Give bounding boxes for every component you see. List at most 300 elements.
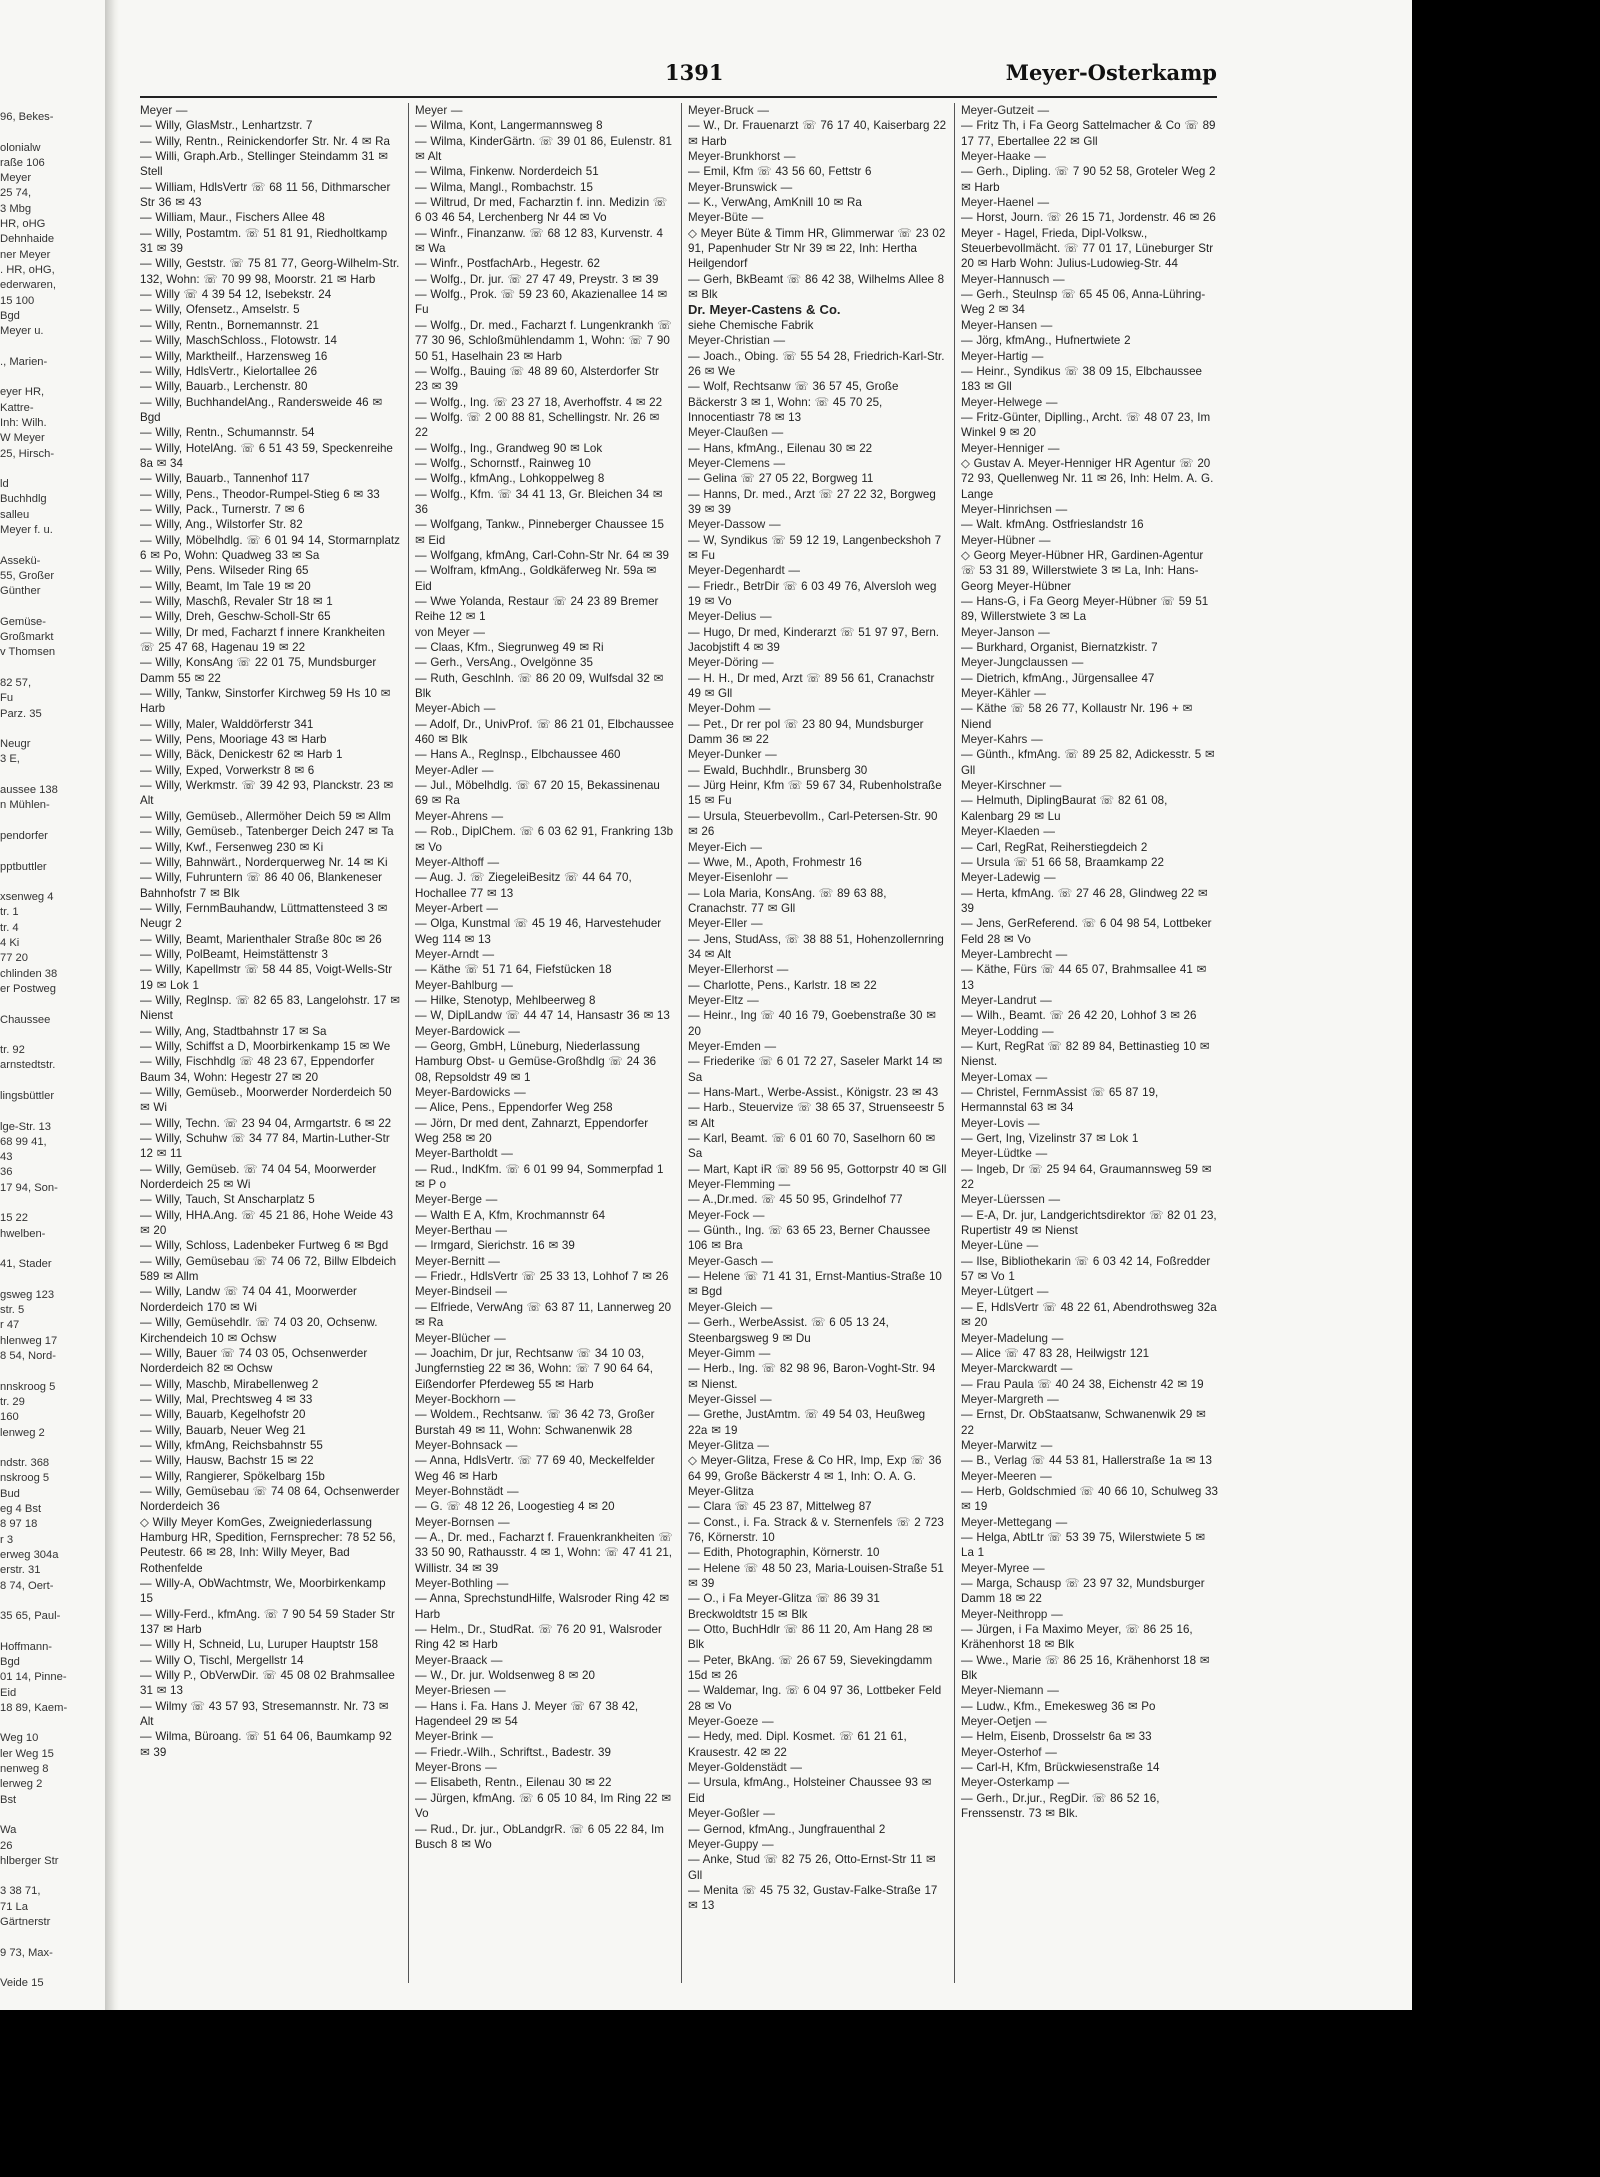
directory-entry: — Willy, Gemüsebau ☏ 74 08 64, Ochsenwerder Norderdeich 36 bbox=[140, 1484, 400, 1514]
directory-entry: — Wolfg., Ing., Grandweg 90 ✉ Lok bbox=[415, 441, 603, 455]
directory-entry: — Wilh., Beamt. ☏ 26 42 20, Lohhof 3 ✉ 26 bbox=[961, 1009, 1197, 1023]
directory-entry: — Hans-Mart., Werbe-Assist., Königstr. 23 ✉ 43 bbox=[688, 1086, 939, 1099]
directory-entry: — Const., i. Fa. Strack & v. Sternenfels ☏ 2 723 76, Körnerstr. 10 bbox=[688, 1515, 944, 1544]
sliver-line bbox=[0, 1441, 112, 1456]
directory-entry: — Frau Paula ☏ 40 24 38, Eichenstr 42 ✉ 19 bbox=[961, 1377, 1204, 1391]
directory-entry: — Willy, Ofensetz., Amselstr. 5 bbox=[140, 303, 300, 317]
directory-entry: — Gerh., WerbeAssist. ☏ 6 05 13 24, Steenbargsweg 9 ✉ Du bbox=[688, 1316, 889, 1345]
sliver-line: Wa bbox=[0, 1824, 17, 1837]
directory-entry: — Willy, Fuhruntern ☏ 86 40 06, Blankeneser Bahnhofstr 7 ✉ Blk bbox=[140, 871, 383, 900]
directory-entry: — Willy, MaschSchloss., Flotowstr. 14 bbox=[140, 334, 337, 348]
sliver-line: tr. 92 bbox=[0, 1044, 25, 1057]
directory-entry: Meyer-Adler — bbox=[415, 763, 494, 777]
page-header bbox=[405, 60, 1217, 100]
sliver-line bbox=[0, 1716, 112, 1731]
directory-entry: — Walt. kfmAng. Ostfrieslandstr 16 bbox=[961, 518, 1144, 532]
directory-entry: Meyer-Bothling — bbox=[415, 1577, 509, 1590]
directory-entry: — Woldem., Rechtsanw. ☏ 36 42 73, Großer Burstah 49 ✉ 11, Wohn: Schwanenwik 28 bbox=[415, 1408, 655, 1437]
sliver-line: Hoffmann- bbox=[0, 1640, 53, 1653]
directory-entry: Meyer-Margreth — bbox=[961, 1392, 1059, 1406]
directory-entry: — B., Verlag ☏ 44 53 81, Hallerstraße 1a ✉ 13 bbox=[961, 1454, 1212, 1468]
directory-entry: — Hugo, Dr med, Kinderarzt ☏ 51 97 97, Bern. Jacobjstift 4 ✉ 39 bbox=[688, 625, 939, 655]
directory-entry: — Lola Maria, KonsAng. ☏ 89 63 88, Cranachstr. 77 ✉ Gll bbox=[688, 886, 887, 915]
directory-entry: Meyer-Klaeden — bbox=[961, 825, 1055, 839]
sliver-line: tr. 4 bbox=[0, 921, 19, 934]
directory-entry: — Willy, Beamt, Marienthaler Straße 80c ✉ 26 bbox=[140, 932, 382, 946]
directory-entry: von Meyer — bbox=[415, 625, 485, 639]
sliver-line bbox=[0, 1104, 112, 1119]
sliver-line bbox=[0, 1028, 112, 1043]
sliver-line: Bst bbox=[0, 1793, 17, 1806]
directory-entry: — W, DiplLandw ☏ 44 47 14, Hansastr 36 ✉ 13 bbox=[415, 1009, 670, 1023]
directory-entry: Meyer-Althoff — bbox=[415, 855, 500, 869]
directory-entry: Meyer-Gissel — bbox=[688, 1392, 772, 1406]
directory-entry: Meyer-Ladewig — bbox=[961, 871, 1056, 885]
directory-entry: Meyer-Eltz — bbox=[688, 993, 759, 1007]
directory-entry: — Winfr., Finanzanw. ☏ 68 12 83, Kurvenstr. 4 ✉ Wa bbox=[415, 226, 663, 256]
directory-entry: — Wilma, Finkenw. Norderdeich 51 bbox=[415, 165, 599, 179]
directory-entry: — Willy, Rentn., Schumannstr. 54 bbox=[140, 426, 315, 440]
directory-entry: — Willy, Dr med, Facharzt f innere Krankheiten ☏ 25 47 68, Hagenau 19 ✉ 22 bbox=[140, 625, 385, 655]
directory-entry: Meyer-Brunswick — bbox=[688, 180, 793, 194]
directory-entry: — Anna, HdlsVertr. ☏ 77 69 40, Meckelfelder Weg 46 ✉ Harb bbox=[415, 1454, 655, 1483]
sliver-line bbox=[0, 1594, 112, 1609]
sliver-line: 55, Großer bbox=[0, 569, 55, 582]
directory-entry: — Jul., Möbelhdlg. ☏ 67 20 15, Bekassinenau 69 ✉ Ra bbox=[415, 779, 660, 808]
directory-entry: — Jörg, kfmAng., Hufnertwiete 2 bbox=[961, 334, 1131, 348]
directory-entry: — Clara ☏ 45 23 87, Mittelweg 87 bbox=[688, 1500, 872, 1514]
directory-entry: — Jürgen, kfmAng. ☏ 6 05 10 84, Im Ring 22 ✉ Vo bbox=[415, 1791, 671, 1821]
directory-entry: — Gerh, BkBeamt ☏ 86 42 38, Wilhelms Allee 8 ✉ Blk bbox=[688, 272, 945, 302]
directory-entry: — Elfriede, VerwAng ☏ 63 87 11, Lannerweg 20 ✉ Ra bbox=[415, 1300, 672, 1330]
directory-entry: — Wolfg., Prok. ☏ 59 23 60, Akazienallee 14 ✉ Fu bbox=[415, 288, 668, 317]
directory-entry: — Otto, BuchHdlr ☏ 86 11 20, Am Hang 28 ✉ Blk bbox=[688, 1623, 933, 1652]
directory-entry: — Winfr., PostfachArb., Hegestr. 62 bbox=[415, 257, 600, 271]
directory-entry: — Friedr.-Wilh., Schriftst., Badestr. 39 bbox=[415, 1745, 611, 1759]
directory-entry: — Willy, Pens, Mooriage 43 ✉ Harb bbox=[140, 733, 327, 747]
sliver-line: Parz. 35 bbox=[0, 707, 42, 720]
directory-entry: — Rud., Dr. jur., ObLandgrR. ☏ 6 05 22 84, Im Busch 8 ✉ Wo bbox=[415, 1822, 664, 1851]
directory-entry: Meyer-Meeren — bbox=[961, 1469, 1052, 1483]
directory-entry: — Willy, Rangierer, Spökelbarg 15b bbox=[140, 1469, 325, 1483]
directory-entry: Meyer-Eller — bbox=[688, 917, 763, 931]
directory-entry: — Wwe Yolanda, Restaur ☏ 24 23 89 Bremer Reihe 12 ✉ 1 bbox=[415, 595, 659, 624]
sliver-line: Weg 10 bbox=[0, 1732, 39, 1745]
directory-entry: — Willy, Pens. Wilseder Ring 65 bbox=[140, 564, 309, 578]
directory-entry: — Willy, Techn. ☏ 23 94 04, Armgartstr. 6 ✉ 22 bbox=[140, 1116, 392, 1130]
directory-entry: Meyer-Arndt — bbox=[415, 947, 495, 961]
sliver-line: 3 Mbg bbox=[0, 202, 32, 215]
directory-entry: Meyer-Bernitt — bbox=[415, 1254, 500, 1268]
directory-entry: — G. ☏ 48 12 26, Loogestieg 4 ✉ 20 bbox=[415, 1500, 615, 1514]
directory-entry: — Wolfg., Kfm. ☏ 34 41 13, Gr. Bleichen 34 ✉ 36 bbox=[415, 487, 663, 516]
directory-entry: Meyer-Dassow — bbox=[688, 518, 781, 532]
directory-entry: — Peter, BkAng. ☏ 26 67 59, Sievekingdamm 15d ✉ 26 bbox=[688, 1653, 933, 1683]
directory-entry: — Marga, Schausp ☏ 23 97 32, Mundsburger Damm 18 ✉ 22 bbox=[961, 1577, 1205, 1606]
sliver-line bbox=[0, 1869, 112, 1884]
sliver-line bbox=[0, 1364, 112, 1379]
sliver-line: HR, oHG bbox=[0, 218, 46, 231]
directory-entry: — Grethe, JustAmtm. ☏ 49 54 03, Heußweg 22a ✉ 19 bbox=[688, 1408, 926, 1437]
directory-entry: — Willy, Gemüseb., Moorwerder Norderdeich 50 ✉ Wi bbox=[140, 1086, 392, 1115]
directory-entry: Meyer-Haenel — bbox=[961, 196, 1050, 210]
directory-entry: Meyer-Gutzeit — bbox=[961, 104, 1050, 117]
directory-entry: — Helene ☏ 48 50 23, Maria-Louisen-Straße 51 ✉ 39 bbox=[688, 1561, 944, 1590]
directory-entry: — Willy, BuchhandelAng., Randersweide 46 ✉ Bgd bbox=[140, 395, 383, 424]
directory-entry: Meyer-Briesen — bbox=[415, 1684, 506, 1698]
sliver-line: Bud bbox=[0, 1487, 20, 1500]
directory-entry: — Gert, Ing, Vizelinstr 37 ✉ Lok 1 bbox=[961, 1132, 1139, 1146]
directory-entry: — Wolfg., kfmAng., Lohkoppelweg 8 bbox=[415, 472, 605, 486]
directory-entry: — Elisabeth, Rentn., Eilenau 30 ✉ 22 bbox=[415, 1776, 612, 1790]
directory-entry: Meyer-Kahrs — bbox=[961, 733, 1043, 747]
directory-entry: — Willy, HdlsVertr., Kielortallee 26 bbox=[140, 364, 318, 378]
sliver-line: 96, Bekes- bbox=[0, 111, 54, 123]
directory-entry: — Aug. J. ☏ ZiegeleiBesitz ☏ 44 64 70, Hochallee 77 ✉ 13 bbox=[415, 871, 632, 900]
directory-entry: — Wwe, M., Apoth, Frohmestr 16 bbox=[688, 855, 862, 869]
directory-entry: — Willy, Bahnwärt., Norderquerweg Nr. 14 ✉ Ki bbox=[140, 855, 388, 869]
directory-entry: Meyer-Gimm — bbox=[688, 1346, 771, 1360]
directory-entry: Meyer-Myree — bbox=[961, 1561, 1045, 1575]
sliver-line: hlberger Str bbox=[0, 1854, 59, 1867]
sliver-line: 8 54, Nord- bbox=[0, 1350, 56, 1363]
sliver-line: Fu bbox=[0, 692, 14, 705]
directory-entry: — Wolfg., Ing. ☏ 23 27 18, Averhoffstr. 4 ✉ 22 bbox=[415, 395, 663, 409]
directory-entry: Meyer-Hannusch — bbox=[961, 272, 1065, 286]
sliver-line: 18 89, Kaem- bbox=[0, 1701, 68, 1714]
directory-entry: — Wolfg., Dr. jur. ☏ 27 47 49, Preystr. 3 ✉ 39 bbox=[415, 272, 659, 286]
directory-entry: Meyer-Mettegang — bbox=[961, 1515, 1068, 1529]
directory-entry: — Willy, Maschß, Revaler Str 18 ✉ 1 bbox=[140, 595, 333, 608]
directory-entry: — Waldemar, Ing. ☏ 6 04 97 36, Lottbeker Feld 28 ✉ Vo bbox=[688, 1684, 942, 1713]
directory-entry: Meyer-Berge — bbox=[415, 1193, 498, 1207]
sliver-line: 3 38 71, bbox=[0, 1885, 41, 1898]
directory-entry: — Willy, FernmBauhandw, Lüttmattensteed 3 ✉ Neugr 2 bbox=[140, 901, 388, 931]
directory-entry: — Carl-H, Kfm, Brückwiesenstraße 14 bbox=[961, 1761, 1160, 1775]
directory-entry: — William, HdlsVertr ☏ 68 11 56, Dithmarscher Str 36 ✉ 43 bbox=[140, 180, 391, 210]
directory-entry: — Willy, Gemüsebau ☏ 74 06 72, Billw Elbdeich 589 ✉ Allm bbox=[140, 1254, 397, 1284]
directory-entry: — Gerh., Dipling. ☏ 7 90 52 58, Groteler Weg 2 ✉ Harb bbox=[961, 165, 1216, 194]
sliver-line: erstr. 31 bbox=[0, 1564, 41, 1577]
directory-entry: — Willy-Ferd., kfmAng. ☏ 7 90 54 59 Stader Str 137 ✉ Harb bbox=[140, 1607, 395, 1637]
sliver-line: salleu bbox=[0, 508, 30, 521]
directory-entry: Meyer-Neithropp — bbox=[961, 1607, 1063, 1621]
directory-entry: Meyer-Bruck — bbox=[688, 104, 770, 117]
directory-entry: Meyer-Lodding — bbox=[961, 1024, 1054, 1038]
directory-entry: Meyer-Hansen — bbox=[961, 318, 1053, 332]
directory-entry: — Günth., kfmAng. ☏ 89 25 82, Adickesstr. 5 ✉ Gll bbox=[961, 748, 1215, 777]
sliver-line: 8 74, Oert- bbox=[0, 1579, 54, 1592]
directory-entry: — Herb., Ing. ☏ 82 98 96, Baron-Voght-Str. 94 ✉ Nienst. bbox=[688, 1362, 936, 1391]
directory-entry: Meyer-Fock — bbox=[688, 1208, 765, 1222]
directory-entry: — Willy, Bauarb., Lerchenstr. 80 bbox=[140, 380, 308, 394]
directory-entry: — Wolfg., Schornstf., Rainweg 10 bbox=[415, 456, 591, 470]
sliver-line: tr. 1 bbox=[0, 906, 19, 919]
sliver-line: ederwaren, bbox=[0, 279, 56, 292]
directory-entry: Meyer-Goßler — bbox=[688, 1807, 775, 1821]
sliver-line: arnstedtstr. bbox=[0, 1059, 56, 1072]
directory-entry: — Helm., Dr., StudRat. ☏ 76 20 91, Walsroder Ring 42 ✉ Harb bbox=[415, 1623, 662, 1652]
sliver-line bbox=[0, 1808, 112, 1823]
directory-entry: Meyer-Lomax — bbox=[961, 1070, 1048, 1084]
directory-entry: — K., VerwAng, AmKnill 10 ✉ Ra bbox=[688, 196, 862, 210]
directory-entry: — Olga, Kunstmal ☏ 45 19 46, Harvestehuder Weg 114 ✉ 13 bbox=[415, 917, 662, 946]
sliver-line: 41, Stader bbox=[0, 1258, 52, 1271]
directory-entry: — Willy, Ang., Wilstorfer Str. 82 bbox=[140, 518, 303, 532]
sliver-line: Gärtnerstr bbox=[0, 1916, 51, 1929]
directory-entry: — Willy, Bäck, Denickestr 62 ✉ Harb 1 bbox=[140, 748, 343, 762]
sliver-line: ld bbox=[0, 478, 9, 491]
directory-entry: — Willy, kfmAng, Reichsbahnstr 55 bbox=[140, 1438, 323, 1452]
directory-entry: — A., Dr. med., Facharzt f. Frauenkrankheiten ☏ 33 50 90, Rathausstr. 4 ✉ 1, Wohn: ☏ 47 41 21, Willistr. 34 ✉ 39 bbox=[415, 1530, 673, 1575]
directory-entry: — Willy, PolBeamt, Heimstättenstr 3 bbox=[140, 947, 328, 961]
directory-entry: — Jens, StudAss, ☏ 38 88 51, Hohenzollernring 34 ✉ Alt bbox=[688, 932, 944, 961]
directory-entry: — Pet., Dr rer pol ☏ 23 80 94, Mundsburger Damm 36 ✉ 22 bbox=[688, 717, 924, 747]
sliver-line: 82 57, bbox=[0, 676, 32, 689]
directory-entry: — Helga, AbtLtr ☏ 53 39 75, Wilerstwiete 5 ✉ La 1 bbox=[961, 1530, 1205, 1560]
directory-entry: Meyer-Döring — bbox=[688, 656, 774, 670]
directory-entry: Meyer-Madelung — bbox=[961, 1331, 1064, 1345]
sliver-line: Inh: Wilh. bbox=[0, 416, 47, 429]
directory-entry: — Willy, Maschb, Mirabellenweg 2 bbox=[140, 1377, 319, 1391]
directory-entry: — Charlotte, Pens., Karlstr. 18 ✉ 22 bbox=[688, 978, 877, 992]
directory-entry: Meyer-Bohnstädt — bbox=[415, 1484, 519, 1498]
directory-entry: Dr. Meyer-Castens & Co. bbox=[688, 302, 841, 318]
directory-entry: — Käthe ☏ 58 26 77, Kollaustr Nr. 196 + ✉ Niend bbox=[961, 702, 1193, 731]
directory-entry: — Willy, Landw ☏ 74 04 41, Moorwerder Norderdeich 170 ✉ Wi bbox=[140, 1285, 357, 1314]
directory-entry: — Willy, Bauer ☏ 74 03 05, Ochsenwerder Norderdeich 82 ✉ Ochsw bbox=[140, 1346, 368, 1376]
directory-entry: — Wilma, KinderGärtn. ☏ 39 01 86, Eulenstr. 81 ✉ Alt bbox=[415, 134, 672, 164]
directory-entry: — Willy, Dreh, Geschw-Scholl-Str 65 bbox=[140, 610, 331, 624]
sliver-line bbox=[0, 1624, 112, 1639]
sliver-line: 71 La bbox=[0, 1900, 28, 1913]
directory-entry: — Christel, FernmAssist ☏ 65 87 19, Hermannstal 63 ✉ 34 bbox=[961, 1086, 1159, 1115]
sliver-line: 3 E, bbox=[0, 753, 20, 766]
directory-entry: — Fritz Th, i Fa Georg Sattelmacher & Co ☏ 89 17 77, Ebertallee 22 ✉ Gll bbox=[961, 119, 1216, 148]
directory-entry: Meyer-Eich — bbox=[688, 840, 762, 854]
directory-entry: — Willy, Beamt, Im Tale 19 ✉ 20 bbox=[140, 579, 311, 593]
directory-entry: — Willy, Werkmstr. ☏ 39 42 93, Planckstr. 23 ✉ Alt bbox=[140, 779, 394, 808]
directory-entry: Meyer-Bardowicks — bbox=[415, 1086, 526, 1099]
directory-entry: Meyer-Bindseil — bbox=[415, 1285, 507, 1299]
directory-entry: — Willi, Graph.Arb., Stellinger Steindamm 31 ✉ Stell bbox=[140, 150, 388, 179]
directory-entry: Meyer - Hagel, Frieda, Dipl-Volksw., Steuerbevollmächt. ☏ 77 01 17, Lüneburger Str 20 ✉ Harb Wohn: Julius-Ludowieg-Str. 44 bbox=[961, 226, 1214, 271]
sliver-line: pptbuttler bbox=[0, 860, 47, 873]
sliver-line: Gemüse- bbox=[0, 615, 47, 628]
directory-entry: — Willy ☏ 4 39 54 12, Isebekstr. 24 bbox=[140, 288, 332, 302]
sliver-line: nskroog 5 bbox=[0, 1472, 50, 1485]
directory-entry: Meyer-Abich — bbox=[415, 702, 496, 716]
sliver-line: str. 5 bbox=[0, 1304, 25, 1317]
directory-entry: — Ursula, Steuerbevollm., Carl-Petersen-Str. 90 ✉ 26 bbox=[688, 809, 938, 839]
header-rule bbox=[140, 96, 1217, 98]
directory-entry: — Harb., Steuervize ☏ 38 65 37, Struenseestr 5 ✉ Alt bbox=[688, 1101, 945, 1130]
directory-entry: — Hanns, Dr. med., Arzt ☏ 27 22 32, Borgweg 39 ✉ 39 bbox=[688, 487, 936, 516]
directory-entry: Meyer-Emden — bbox=[688, 1039, 777, 1053]
directory-entry: Meyer-Goldenstädt — bbox=[688, 1761, 802, 1775]
directory-entry: Meyer-Berthau — bbox=[415, 1224, 507, 1238]
directory-entry: Meyer-Marwitz — bbox=[961, 1438, 1053, 1452]
directory-entry: Meyer-Dunker — bbox=[688, 748, 777, 762]
directory-entry: — Willy, Pens., Theodor-Rumpel-Stieg 6 ✉ 33 bbox=[140, 487, 380, 501]
sliver-line: Kattre- bbox=[0, 401, 34, 414]
directory-entry: — Willy, Gemüseb. ☏ 74 04 54, Moorwerder Norderdeich 25 ✉ Wi bbox=[140, 1162, 377, 1192]
column-divider bbox=[408, 103, 409, 1983]
directory-entry: Meyer-Glitza — bbox=[688, 1438, 770, 1452]
directory-entry: Meyer-Ellerhorst — bbox=[688, 963, 789, 977]
directory-entry: — Willy H, Schneid, Lu, Luruper Hauptstr 158 bbox=[140, 1638, 379, 1652]
directory-entry: — Wilmy ☏ 43 57 93, Stresemannstr. Nr. 73 ✉ Alt bbox=[140, 1699, 389, 1729]
directory-entry: — Willy, Tankw, Sinstorfer Kirchweg 59 Hs 10 ✉ Harb bbox=[140, 687, 391, 716]
sliver-line: Günther bbox=[0, 585, 41, 598]
sliver-line: xsenweg 4 bbox=[0, 891, 54, 904]
sliver-line: Veide 15 bbox=[0, 1977, 44, 1990]
directory-entry: Meyer-Goeze — bbox=[688, 1715, 774, 1729]
directory-entry: — Hans i. Fa. Hans J. Meyer ☏ 67 38 42, Hagendeel 29 ✉ 54 bbox=[415, 1699, 639, 1729]
directory-columns bbox=[140, 103, 1216, 1983]
directory-entry: — A.,Dr.med. ☏ 45 50 95, Grindelhof 77 bbox=[688, 1193, 903, 1207]
directory-entry: — Ernst, Dr. ObStaatsanw, Schwanenwik 29 ✉ 22 bbox=[961, 1408, 1206, 1437]
sliver-line: 26 bbox=[0, 1839, 13, 1852]
directory-entry: — Wilma, Büroang. ☏ 51 64 06, Baumkamp 92 ✉ 39 bbox=[140, 1730, 392, 1759]
directory-entry: Meyer-Brons — bbox=[415, 1761, 497, 1775]
directory-entry: — Adolf, Dr., UnivProf. ☏ 86 21 01, Elbchaussee 460 ✉ Blk bbox=[415, 717, 674, 747]
sliver-line: pendorfer bbox=[0, 829, 48, 842]
sliver-line: Chaussee bbox=[0, 1013, 51, 1026]
directory-entry: — Anke, Stud ☏ 82 75 26, Otto-Ernst-Str 11 ✉ Gll bbox=[688, 1853, 936, 1882]
directory-entry: Meyer-Lütgert — bbox=[961, 1285, 1049, 1299]
sliver-line bbox=[0, 600, 112, 615]
sliver-line: 15 100 bbox=[0, 294, 35, 307]
directory-entry: — Käthe, Fürs ☏ 44 65 07, Brahmsallee 41 ✉ 13 bbox=[961, 963, 1207, 992]
directory-entry: Meyer-Brunkhorst — bbox=[688, 150, 796, 164]
sliver-line: raße 106 bbox=[0, 156, 45, 169]
sliver-line bbox=[0, 125, 112, 140]
sliver-line: hwelben- bbox=[0, 1227, 46, 1240]
sliver-line bbox=[0, 1961, 112, 1976]
sliver-line: Dehnhaide bbox=[0, 233, 55, 246]
sliver-line: ., Marien- bbox=[0, 355, 48, 368]
directory-entry: — Willy, Schuhw ☏ 34 77 84, Martin-Luther-Str 12 ✉ 11 bbox=[140, 1132, 390, 1161]
directory-entry: Meyer-Janson — bbox=[961, 625, 1050, 639]
directory-entry: — Günth., Ing. ☏ 63 65 23, Berner Chaussee 106 ✉ Bra bbox=[688, 1224, 931, 1253]
directory-entry: — Horst, Journ. ☏ 26 15 71, Jordenstr. 46 ✉ 26 bbox=[961, 211, 1216, 225]
directory-entry: — Ilse, Bibliothekarin ☏ 6 03 42 14, Foßredder 57 ✉ Vo 1 bbox=[961, 1254, 1211, 1284]
directory-entry: Meyer-Bahlburg — bbox=[415, 978, 513, 992]
directory-entry: — Irmgard, Sierichstr. 16 ✉ 39 bbox=[415, 1239, 575, 1253]
directory-entry: Meyer-Hinrichsen — bbox=[961, 502, 1068, 516]
directory-entry: — E, HdlsVertr ☏ 48 22 61, Abendrothsweg 32a ✉ 20 bbox=[961, 1300, 1217, 1330]
directory-entry: — Anna, SprechstundHilfe, Walsroder Ring 42 ✉ Harb bbox=[415, 1592, 669, 1621]
directory-entry: Meyer-Claußen — bbox=[688, 426, 784, 440]
directory-entry: — Rob., DiplChem. ☏ 6 03 62 91, Frankring 13b ✉ Vo bbox=[415, 825, 674, 854]
sliver-line bbox=[0, 1930, 112, 1945]
sliver-line: 25 74, bbox=[0, 187, 32, 200]
sliver-line: Meyer f. u. bbox=[0, 524, 53, 537]
directory-entry: Meyer-Gasch — bbox=[688, 1254, 773, 1268]
directory-entry: Meyer-Niemann — bbox=[961, 1684, 1059, 1698]
directory-entry: — Willy O, Tischl, Mergellstr 14 bbox=[140, 1653, 304, 1667]
sliver-line: ler Weg 15 bbox=[0, 1747, 54, 1760]
sliver-line: hlenweg 17 bbox=[0, 1334, 58, 1347]
directory-entry: — Wolf, Rechtsanw ☏ 36 57 45, Große Bäckerstr 3 ✉ 1, Wohn: ☏ 45 70 25, Innocentiastr 78 ✉ 13 bbox=[688, 380, 899, 424]
directory-entry: — Fritz-Günter, Diplling., Archt. ☏ 48 07 23, Im Winkel 9 ✉ 20 bbox=[961, 410, 1211, 440]
directory-entry: — Jürg Heinr, Kfm ☏ 59 67 34, Rubenholstraße 15 ✉ Fu bbox=[688, 779, 942, 808]
sliver-line: Bgd bbox=[0, 1655, 20, 1668]
directory-entry: — Willy, Gemüsehdlr. ☏ 74 03 20, Ochsenw. Kirchendeich 10 ✉ Ochsw bbox=[140, 1316, 378, 1345]
sliver-line: lingsbüttler bbox=[0, 1090, 55, 1102]
directory-entry: Meyer-Bockhorn — bbox=[415, 1392, 516, 1406]
directory-entry: — Wolfg. ☏ 2 00 88 81, Schellingstr. Nr. 26 ✉ 22 bbox=[415, 410, 660, 440]
sliver-line: 01 14, Pinne- bbox=[0, 1671, 67, 1684]
directory-entry: — Willy, GlasMstr., Lenhartzstr. 7 bbox=[140, 119, 313, 133]
directory-entry: — Willy, Reglnsp. ☏ 82 65 83, Langelohstr. 17 ✉ Nienst bbox=[140, 993, 400, 1023]
directory-entry: Meyer-Braack — bbox=[415, 1653, 503, 1667]
directory-entry: Meyer-Flemming — bbox=[688, 1178, 791, 1192]
directory-entry: — Alice, Pens., Eppendorfer Weg 258 bbox=[415, 1101, 613, 1115]
column-3 bbox=[688, 103, 948, 1983]
sliver-line: 35 65, Paul- bbox=[0, 1610, 61, 1623]
directory-entry: — Joach., Obing. ☏ 55 54 28, Friedrich-Karl-Str. 26 ✉ We bbox=[688, 349, 945, 378]
directory-entry: — Willy, Pack., Turnerstr. 7 ✉ 6 bbox=[140, 502, 305, 516]
directory-entry: — Wwe., Marie ☏ 86 25 16, Krähenhorst 18 ✉ Blk bbox=[961, 1653, 1210, 1683]
directory-entry: — Jürgen, i Fa Maximo Meyer, ☏ 86 25 16, Krähenhorst 18 ✉ Blk bbox=[961, 1623, 1193, 1652]
directory-entry: — Ewald, Buchhdlr., Brunsberg 30 bbox=[688, 763, 868, 777]
directory-entry: Meyer-Osterkamp — bbox=[961, 1776, 1070, 1790]
directory-entry: Meyer-Blücher — bbox=[415, 1331, 506, 1345]
directory-entry: — Willy, Geststr. ☏ 75 81 77, Georg-Wilhelm-Str. 132, Wohn: ☏ 70 99 98, Moorstr. 21 ✉ Harb bbox=[140, 257, 400, 286]
sliver-line: chlinden 38 bbox=[0, 967, 58, 980]
directory-entry: — Kurt, RegRat ☏ 82 89 84, Bettinastieg 10 ✉ Nienst. bbox=[961, 1039, 1210, 1069]
sliver-line: 43 bbox=[0, 1151, 13, 1164]
sliver-line: lerweg 2 bbox=[0, 1778, 43, 1791]
directory-entry: — Helmuth, DiplingBaurat ☏ 82 61 08, Kalenbarg 29 ✉ Lu bbox=[961, 794, 1168, 823]
directory-entry: — Mart, Kapt iR ☏ 89 56 95, Gottorpstr 40 ✉ Gll bbox=[688, 1162, 947, 1176]
directory-entry: — Claas, Kfm., Siegrunweg 49 ✉ Ri bbox=[415, 641, 604, 655]
sliver-line: 8 97 18 bbox=[0, 1518, 38, 1531]
directory-entry: Meyer-Kähler — bbox=[961, 687, 1046, 701]
sliver-line: Meyer u. bbox=[0, 325, 44, 338]
sliver-line bbox=[0, 722, 112, 737]
directory-entry: Meyer-Ahrens — bbox=[415, 809, 504, 823]
directory-entry: — Ursula, kfmAng., Holsteiner Chaussee 93 ✉ Eid bbox=[688, 1776, 932, 1805]
sliver-line: Großmarkt bbox=[0, 631, 54, 644]
column-1 bbox=[140, 103, 400, 1983]
directory-entry: — Friederike ☏ 6 01 72 27, Saseler Markt 14 ✉ Sa bbox=[688, 1055, 943, 1084]
column-divider bbox=[681, 103, 682, 1983]
directory-entry: — Willy, Bauarb, Neuer Weg 21 bbox=[140, 1423, 306, 1437]
directory-entry: — Willy, Schloss, Ladenbeker Furtweg 6 ✉ Bgd bbox=[140, 1239, 389, 1253]
directory-entry: Meyer-Haake — bbox=[961, 150, 1046, 164]
directory-entry: — Willy, Hausw, Bachstr 15 ✉ 22 bbox=[140, 1454, 314, 1468]
directory-entry: siehe Chemische Fabrik bbox=[688, 318, 814, 332]
directory-entry: — Willy, Rentn., Reinickendorfer Str. Nr. 4 ✉ Ra bbox=[140, 134, 390, 148]
directory-entry: — Alice ☏ 47 83 28, Heilwigstr 121 bbox=[961, 1346, 1150, 1360]
directory-entry: — Willy, HotelAng. ☏ 6 51 43 59, Speckenreihe 8a ✉ 34 bbox=[140, 441, 393, 470]
directory-entry: — Ludw., Kfm., Emekesweg 36 ✉ Po bbox=[961, 1699, 1156, 1713]
sliver-line: Assekü- bbox=[0, 554, 41, 567]
sliver-line bbox=[0, 814, 112, 829]
column-2 bbox=[415, 103, 675, 1983]
directory-entry: — E-A, Dr. jur, Landgerichtsdirektor ☏ 82 01 23, Rupertistr 49 ✉ Nienst bbox=[961, 1208, 1217, 1238]
book-gutter bbox=[105, 0, 119, 2010]
directory-entry: — Gerh., Dr.jur., RegDir. ☏ 86 52 16, Frenssenstr. 73 ✉ Blk. bbox=[961, 1791, 1160, 1821]
sliver-line: nnskroog 5 bbox=[0, 1380, 56, 1393]
directory-entry: — Heinr., Ing ☏ 40 16 79, Goebenstraße 30 ✉ 20 bbox=[688, 1009, 936, 1038]
directory-entry: Meyer-Osterhof — bbox=[961, 1745, 1057, 1759]
directory-entry: — Willy, Bauarb, Kegelhofstr 20 bbox=[140, 1408, 306, 1422]
directory-entry: — Hans, kfmAng., Eilenau 30 ✉ 22 bbox=[688, 441, 873, 455]
